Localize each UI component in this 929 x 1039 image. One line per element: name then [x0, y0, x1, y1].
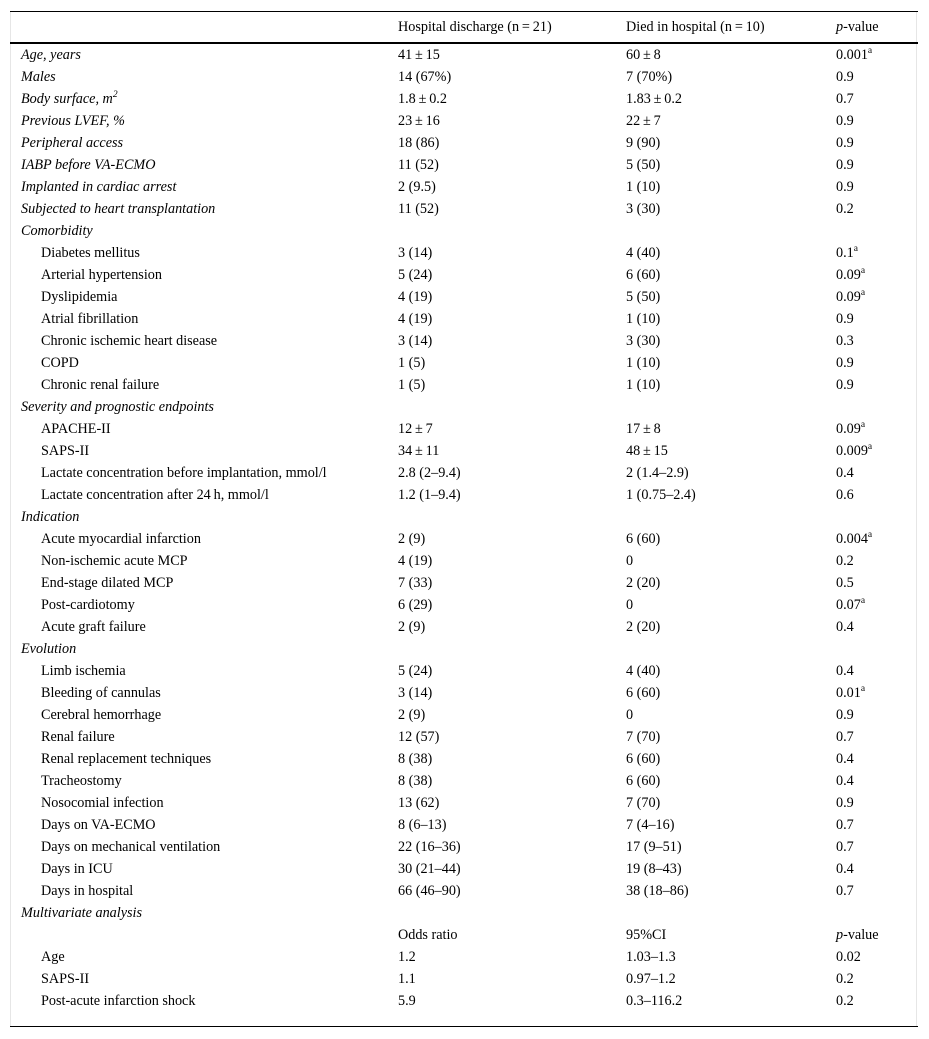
p-value: 0.004$^a$ [836, 530, 873, 547]
row-label: SAPS-II [41, 443, 90, 459]
row-label: Acute graft failure [41, 619, 146, 635]
table-row [10, 528, 917, 550]
row-label: Lactate concentration after 24 h, mmol/l [41, 487, 269, 503]
discharge-value: 1.2 (1–9.4) [398, 487, 461, 503]
row-label: Tracheostomy [41, 773, 122, 789]
p-value: 0.7 [836, 883, 854, 899]
row-label: Days on VA-ECMO [41, 817, 156, 833]
row-label: Days on mechanical ventilation [41, 839, 221, 855]
section-header-row [10, 220, 917, 242]
table-row [10, 814, 917, 836]
p-value: 0.07$^a$ [836, 596, 866, 613]
significance-footnote-marker: a [860, 288, 866, 298]
died-value: 17 ± 8 [626, 421, 661, 437]
table-row [10, 990, 917, 1012]
discharge-value: 12 (57) [398, 729, 440, 745]
discharge-value: 4 (19) [398, 311, 433, 327]
died-value: 6 (60) [626, 685, 661, 701]
table-row [10, 770, 917, 792]
discharge-value: 23 ± 16 [398, 113, 440, 129]
p-value: 0.9 [836, 355, 854, 371]
died-value: 22 ± 7 [626, 113, 661, 129]
row-label: Renal replacement techniques [41, 751, 212, 767]
discharge-value: 5 (24) [398, 663, 433, 679]
died-value: 3 (30) [626, 333, 661, 349]
row-label: Atrial fibrillation [41, 311, 139, 327]
discharge-value: 8 (38) [398, 751, 433, 767]
died-value: 4 (40) [626, 245, 661, 261]
row-label: Chronic renal failure [41, 377, 160, 393]
p-value: 0.09$^a$ [836, 288, 866, 305]
table-row [10, 88, 917, 110]
discharge-value: 5.9 [398, 993, 416, 1009]
died-value: 7 (70) [626, 729, 661, 745]
p-value: 0.9 [836, 157, 854, 173]
died-value: 2 (20) [626, 575, 661, 591]
discharge-value: 3 (14) [398, 333, 433, 349]
table-row [10, 154, 917, 176]
p-value: 0.2 [836, 993, 854, 1009]
row-label: Renal failure [41, 729, 115, 745]
table-row [10, 726, 917, 748]
row-label: COPD [41, 355, 79, 371]
table-row [10, 946, 917, 968]
died-value: 7 (4–16) [626, 817, 675, 833]
p-value: 0.2 [836, 553, 854, 569]
table-row [10, 374, 917, 396]
table-row [10, 704, 917, 726]
died-value: 1.03–1.3 [626, 949, 676, 965]
p-value: 0.4 [836, 663, 854, 679]
row-label: IABP before VA-ECMO [21, 157, 156, 173]
table-row [10, 484, 917, 506]
discharge-value: 3 (14) [398, 245, 433, 261]
died-value: 1 (10) [626, 179, 661, 195]
discharge-value: 1.8 ± 0.2 [398, 91, 447, 107]
p-value: 0.09$^a$ [836, 266, 866, 283]
p-value: 0.9 [836, 795, 854, 811]
discharge-value: 2 (9) [398, 531, 426, 547]
significance-footnote-marker: a [860, 684, 866, 694]
p-value: 0.4 [836, 465, 854, 481]
table-row [10, 462, 917, 484]
table-row [10, 858, 917, 880]
discharge-value: 22 (16–36) [398, 839, 461, 855]
table-row [10, 418, 917, 440]
table-row [10, 330, 917, 352]
p-value: 0.9 [836, 113, 854, 129]
p-value: 0.9 [836, 377, 854, 393]
discharge-value: 6 (29) [398, 597, 433, 613]
died-value: 0.3–116.2 [626, 993, 683, 1009]
section-label: Indication [21, 509, 80, 525]
p-value: 0.1$^a$ [836, 244, 858, 261]
p-value: 0.4 [836, 751, 854, 767]
table-row [10, 550, 917, 572]
discharge-value: 11 (52) [398, 201, 439, 217]
p-value: 0.09$^a$ [836, 420, 866, 437]
table-row [10, 836, 917, 858]
table-row [10, 242, 917, 264]
table-bottom-rule [10, 1026, 918, 1027]
died-value: 7 (70%) [626, 69, 673, 85]
p-value: 0.9 [836, 135, 854, 151]
p-value: 0.2 [836, 971, 854, 987]
died-value: 6 (60) [626, 751, 661, 767]
table-row [10, 44, 917, 66]
died-value: 0 [626, 553, 634, 569]
row-label: Implanted in cardiac arrest [21, 179, 177, 195]
row-label: Chronic ischemic heart disease [41, 333, 218, 349]
row-label: Diabetes mellitus [41, 245, 140, 261]
header-hospital-discharge: Hospital discharge (n = 21) [398, 19, 552, 35]
died-value: 1 (0.75–2.4) [626, 487, 696, 503]
table-row [10, 132, 917, 154]
row-label: Previous LVEF, % [21, 113, 125, 129]
row-label: Bleeding of cannulas [41, 685, 161, 701]
table-row [10, 308, 917, 330]
died-value: 48 ± 15 [626, 443, 668, 459]
died-value: 7 (70) [626, 795, 661, 811]
discharge-value: 2 (9) [398, 707, 426, 723]
died-value: 19 (8–43) [626, 861, 682, 877]
p-value: 0.5 [836, 575, 854, 591]
discharge-value: 8 (38) [398, 773, 433, 789]
died-value: 60 ± 8 [626, 47, 661, 63]
discharge-value: 34 ± 11 [398, 443, 440, 459]
table-row [10, 440, 917, 462]
row-label: Males [21, 69, 56, 85]
ci-header: 95%CI [626, 927, 667, 943]
significance-footnote-marker: a [860, 266, 866, 276]
discharge-value: 1 (5) [398, 377, 426, 393]
row-label: APACHE-II [41, 421, 111, 437]
p-value: 0.7 [836, 817, 854, 833]
discharge-value: 11 (52) [398, 157, 439, 173]
row-label: Post-cardiotomy [41, 597, 135, 613]
table-header-row [10, 16, 917, 38]
p-value: 0.9 [836, 179, 854, 195]
header-p-value: p-value [836, 19, 879, 35]
died-value: 2 (1.4–2.9) [626, 465, 689, 481]
died-value: 0 [626, 597, 634, 613]
table-row [10, 682, 917, 704]
table-row [10, 660, 917, 682]
significance-footnote-marker: a [867, 46, 873, 56]
discharge-value: 1 (5) [398, 355, 426, 371]
row-label: Age [41, 949, 65, 965]
row-label: Nosocomial infection [41, 795, 164, 811]
discharge-value: 2 (9.5) [398, 179, 436, 195]
row-label: Lactate concentration before implantation, mmol/l [41, 465, 327, 481]
header-died-in-hospital: Died in hospital (n = 10) [626, 19, 765, 35]
section-header-row [10, 902, 917, 924]
section-label: Evolution [21, 641, 77, 657]
died-value: 6 (60) [626, 267, 661, 283]
table-row [10, 176, 917, 198]
died-value: 1 (10) [626, 355, 661, 371]
p-value: 0.01$^a$ [836, 684, 866, 701]
discharge-value: 2 (9) [398, 619, 426, 635]
discharge-value: 4 (19) [398, 289, 433, 305]
section-label: Multivariate analysis [21, 905, 142, 921]
table-row [10, 286, 917, 308]
died-value: 5 (50) [626, 289, 661, 305]
discharge-value: 3 (14) [398, 685, 433, 701]
discharge-value: 4 (19) [398, 553, 433, 569]
significance-footnote-marker: a [867, 530, 873, 540]
died-value: 6 (60) [626, 773, 661, 789]
row-label: Cerebral hemorrhage [41, 707, 162, 723]
table-row [10, 66, 917, 88]
multivariate-subheader-row [10, 924, 917, 946]
row-label: Days in ICU [41, 861, 113, 877]
row-label: Acute myocardial infarction [41, 531, 201, 547]
row-label: Peripheral access [21, 135, 124, 151]
discharge-value: 30 (21–44) [398, 861, 461, 877]
table-top-rule [10, 11, 918, 12]
discharge-value: 5 (24) [398, 267, 433, 283]
table-row [10, 198, 917, 220]
p-value: 0.9 [836, 311, 854, 327]
p-value: 0.2 [836, 201, 854, 217]
row-label: End-stage dilated MCP [41, 575, 174, 591]
p-value: 0.4 [836, 861, 854, 877]
row-label: Body surface, $m^2$ [21, 90, 118, 107]
p-value: 0.3 [836, 333, 854, 349]
table-row [10, 616, 917, 638]
table-row [10, 572, 917, 594]
row-label: Arterial hypertension [41, 267, 162, 283]
section-label: Severity and prognostic endpoints [21, 399, 214, 415]
died-value: 17 (9–51) [626, 839, 682, 855]
p-value-header: p-value [836, 927, 879, 943]
table-row [10, 594, 917, 616]
section-header-row [10, 506, 917, 528]
discharge-value: 66 (46–90) [398, 883, 461, 899]
discharge-value: 7 (33) [398, 575, 433, 591]
row-label: Age, years [21, 47, 81, 63]
row-label: Dyslipidemia [41, 289, 118, 305]
table-row [10, 792, 917, 814]
died-value: 4 (40) [626, 663, 661, 679]
significance-footnote-marker: a [867, 442, 873, 452]
section-header-row [10, 396, 917, 418]
odds-ratio-header: Odds ratio [398, 927, 458, 943]
table-row [10, 110, 917, 132]
p-value: 0.9 [836, 707, 854, 723]
discharge-value: 8 (6–13) [398, 817, 447, 833]
died-value: 1.83 ± 0.2 [626, 91, 683, 107]
died-value: 3 (30) [626, 201, 661, 217]
p-value: 0.9 [836, 69, 854, 85]
discharge-value: 1.1 [398, 971, 416, 987]
table-row [10, 880, 917, 902]
discharge-value: 18 (86) [398, 135, 440, 151]
discharge-value: 12 ± 7 [398, 421, 433, 437]
p-value: 0.4 [836, 619, 854, 635]
p-value: 0.4 [836, 773, 854, 789]
section-label: Comorbidity [21, 223, 93, 239]
died-value: 1 (10) [626, 311, 661, 327]
died-value: 1 (10) [626, 377, 661, 393]
discharge-value: 2.8 (2–9.4) [398, 465, 461, 481]
p-value: 0.001$^a$ [836, 46, 873, 63]
row-label: SAPS-II [41, 971, 90, 987]
died-value: 2 (20) [626, 619, 661, 635]
discharge-value: 41 ± 15 [398, 47, 440, 63]
died-value: 6 (60) [626, 531, 661, 547]
died-value: 5 (50) [626, 157, 661, 173]
table-row [10, 748, 917, 770]
significance-footnote-marker: a [860, 420, 866, 430]
p-value: 0.7 [836, 91, 854, 107]
significance-footnote-marker: a [853, 244, 858, 254]
p-value: 0.02 [836, 949, 861, 965]
row-label: Subjected to heart transplantation [21, 201, 216, 217]
died-value: 0.97–1.2 [626, 971, 676, 987]
p-value: 0.7 [836, 729, 854, 745]
row-label: Non-ischemic acute MCP [41, 553, 188, 569]
row-label: Days in hospital [41, 883, 134, 899]
significance-footnote-marker: a [860, 596, 866, 606]
p-value: 0.7 [836, 839, 854, 855]
discharge-value: 13 (62) [398, 795, 440, 811]
row-label: Limb ischemia [41, 663, 126, 679]
row-label: Post-acute infarction shock [41, 993, 196, 1009]
died-value: 38 (18–86) [626, 883, 689, 899]
section-header-row [10, 638, 917, 660]
table-row [10, 968, 917, 990]
table-row [10, 264, 917, 286]
p-value: 0.009$^a$ [836, 442, 873, 459]
p-value: 0.6 [836, 487, 854, 503]
died-value: 9 (90) [626, 135, 661, 151]
discharge-value: 1.2 [398, 949, 416, 965]
died-value: 0 [626, 707, 634, 723]
table-row [10, 352, 917, 374]
discharge-value: 14 (67%) [398, 69, 452, 85]
